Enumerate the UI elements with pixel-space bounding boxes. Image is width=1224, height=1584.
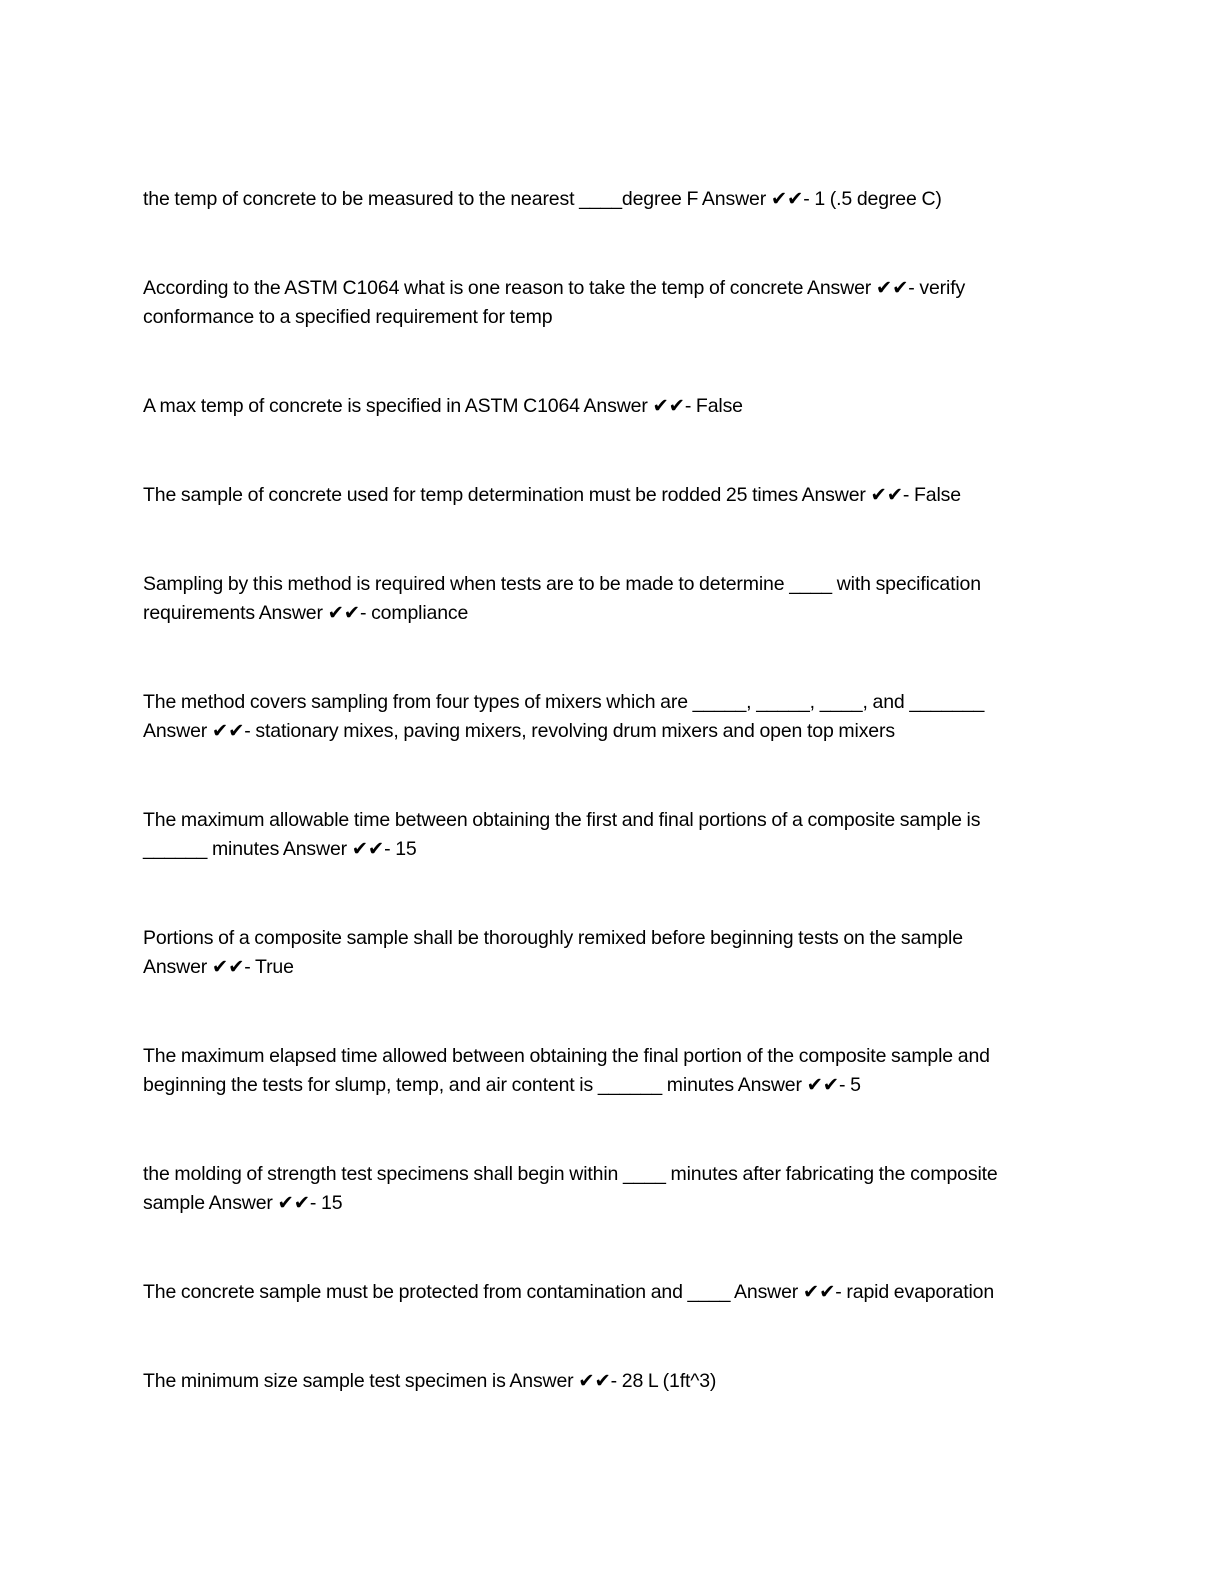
qa-item-12: The minimum size sample test specimen is Answer ✔✔- 28 L (1ft^3)	[143, 1370, 717, 1392]
qa-item-7: The maximum allowable time between obtaining the first and final portions of a composite sample is ______ minutes Answer ✔✔- 15	[143, 809, 981, 860]
qa-item-9: The maximum elapsed time allowed between obtaining the final portion of the composite sample and beginning the tests for slump, temp, and air content is ______ minutes Answer ✔✔- 5	[143, 1045, 990, 1096]
qa-item-4: The sample of concrete used for temp determination must be rodded 25 times Answer ✔✔- False	[143, 484, 961, 506]
qa-item-10: the molding of strength test specimens shall begin within ____ minutes after fabricating the composite sample Answer ✔✔- 15	[143, 1163, 998, 1214]
qa-list	[143, 185, 1073, 1396]
qa-item-11: The concrete sample must be protected from contamination and ____ Answer ✔✔- rapid evaporation	[143, 1281, 995, 1303]
qa-item-2: According to the ASTM C1064 what is one reason to take the temp of concrete Answer ✔✔- verify conformance to a specified requirement for temp	[143, 277, 966, 328]
qa-item-6: The method covers sampling from four types of mixers which are _____, _____, ____, and _______ Answer ✔✔- stationary mixes, paving mixers, revolving drum mixers and open top mixers	[143, 691, 985, 742]
qa-item-8: Portions of a composite sample shall be thoroughly remixed before beginning tests on the sample Answer ✔✔- True	[143, 927, 963, 978]
qa-item-3: A max temp of concrete is specified in ASTM C1064 Answer ✔✔- False	[143, 395, 743, 417]
qa-item-1: the temp of concrete to be measured to the nearest ____degree F Answer ✔✔- 1 (.5 degree C)	[143, 188, 942, 210]
qa-item-5: Sampling by this method is required when tests are to be made to determine ____ with specification requirements Answer ✔✔- compliance	[143, 573, 981, 624]
